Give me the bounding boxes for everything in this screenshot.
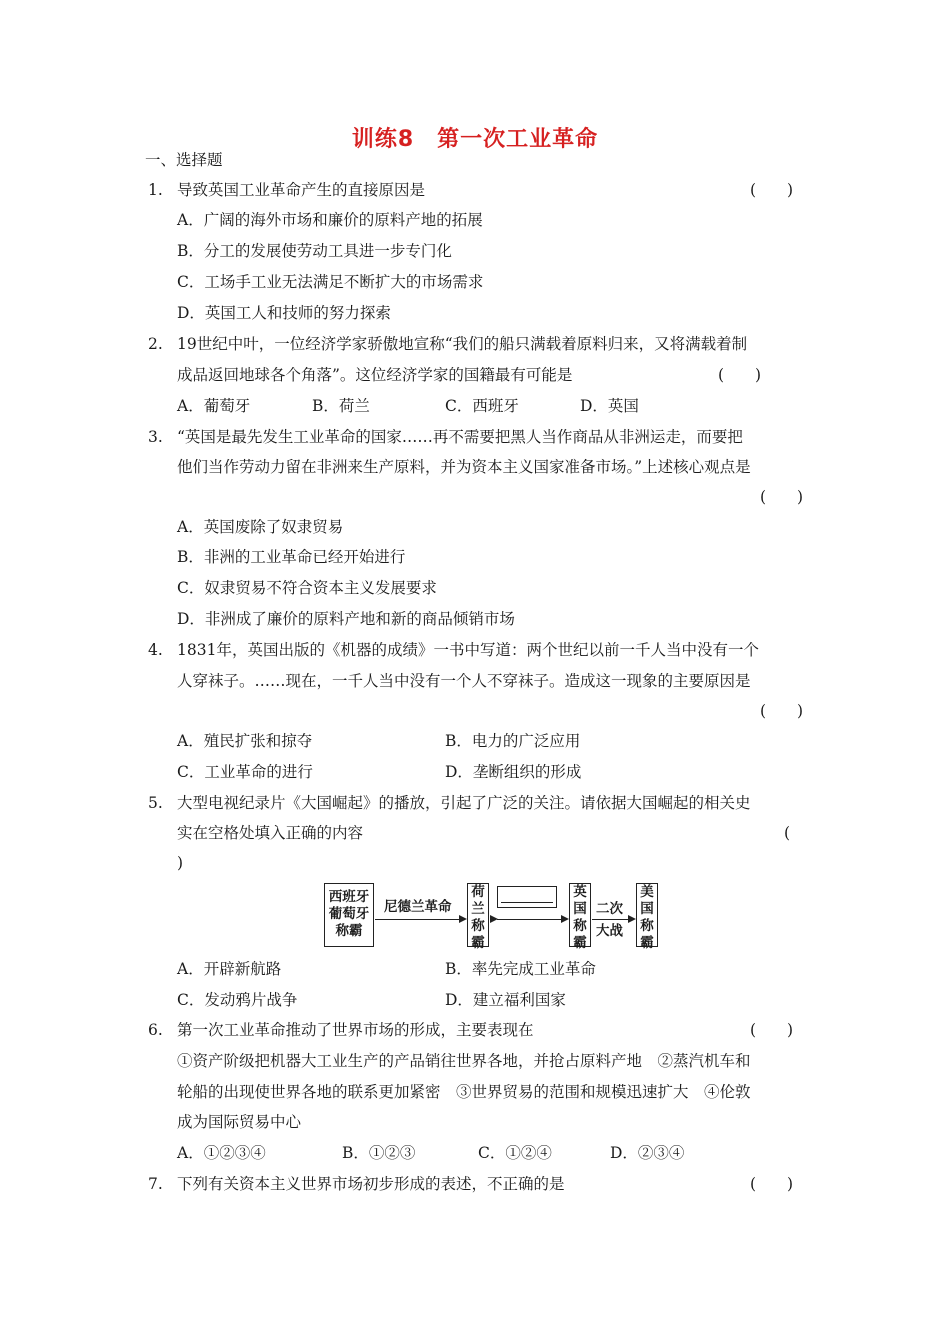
arrow-right bbox=[497, 919, 567, 920]
statement-line2: 轮船的出现使世界各地的联系更加紧密 ③世界贸易的范围和规模迅速扩大 ④伦敦 bbox=[177, 1083, 751, 1101]
option-b[interactable]: B．率先完成工业革命 bbox=[445, 960, 596, 978]
section-heading: 一、选择题 bbox=[145, 151, 223, 169]
question-number: 3. bbox=[148, 428, 163, 446]
box-text: 国 bbox=[573, 901, 587, 917]
blank-answer-box[interactable] bbox=[497, 886, 557, 908]
option-c[interactable]: C．发动鸦片战争 bbox=[177, 991, 298, 1009]
option-d[interactable]: D．②③④ bbox=[610, 1144, 685, 1162]
answer-bracket[interactable]: ( ) bbox=[750, 1175, 794, 1193]
box-text: 国 bbox=[640, 901, 654, 917]
box-text: 兰 bbox=[471, 901, 485, 917]
box-text: 称 bbox=[640, 918, 654, 934]
page-title: 训练8 第一次工业革命 bbox=[351, 127, 599, 152]
answer-bracket[interactable]: ( ) bbox=[750, 1021, 794, 1039]
box-text: 荷 bbox=[471, 884, 485, 900]
arrow-right bbox=[592, 919, 634, 920]
option-c[interactable]: C．奴隶贸易不符合资本主义发展要求 bbox=[177, 579, 437, 597]
box-spain-portugal bbox=[324, 883, 374, 947]
box-text: 英 bbox=[573, 884, 587, 900]
option-c[interactable]: C．工业革命的进行 bbox=[177, 763, 313, 781]
box-text: 霸 bbox=[471, 935, 485, 951]
question-number: 6. bbox=[148, 1021, 163, 1039]
question-stem-line1: 19世纪中叶，一位经济学家骄傲地宣称“我们的船只满载着原料归来，又将满载着制 bbox=[177, 335, 748, 353]
box-text: 霸 bbox=[640, 935, 654, 951]
option-a[interactable]: A．英国废除了奴隶贸易 bbox=[177, 518, 344, 536]
box-text: 美 bbox=[640, 884, 654, 900]
question-stem-line1: 大型电视纪录片《大国崛起》的播放，引起了广泛的关注。请依据大国崛起的相关史 bbox=[177, 794, 751, 812]
option-c[interactable]: C．西班牙 bbox=[445, 397, 519, 415]
question-stem-line1: “英国是最先发生工业革命的国家……再不需要把黑人当作商品从非洲运走，而要把 bbox=[177, 428, 743, 446]
question-number: 1. bbox=[148, 181, 163, 199]
box-text: 西班牙 bbox=[328, 889, 370, 905]
answer-bracket[interactable]: ( ) bbox=[760, 702, 804, 720]
arrow-label-dutch-revolution: 尼德兰革命 bbox=[384, 899, 452, 915]
arrow-right bbox=[490, 919, 496, 920]
question-stem-line2: 实在空格处填入正确的内容 bbox=[177, 824, 364, 842]
box-usa bbox=[636, 883, 658, 951]
option-a[interactable]: A．葡萄牙 bbox=[177, 397, 251, 415]
question-stem: 第一次工业革命推动了世界市场的形成，主要表现在 bbox=[177, 1021, 534, 1039]
option-a[interactable]: A．①②③④ bbox=[177, 1144, 266, 1162]
option-a[interactable]: A．开辟新航路 bbox=[177, 960, 282, 978]
question-number: 2. bbox=[148, 335, 163, 353]
option-b[interactable]: B．①②③ bbox=[342, 1144, 416, 1162]
answer-bracket-open[interactable]: ( bbox=[784, 824, 791, 842]
question-number: 4. bbox=[148, 641, 163, 659]
box-text: 霸 bbox=[573, 935, 587, 951]
option-b[interactable]: B．荷兰 bbox=[312, 397, 370, 415]
answer-bracket-close[interactable]: ) bbox=[177, 854, 184, 872]
box-text: 称 bbox=[573, 918, 587, 934]
option-d[interactable]: D．英国 bbox=[580, 397, 639, 415]
box-text: 称 bbox=[471, 918, 485, 934]
option-c[interactable]: C．①②④ bbox=[478, 1144, 552, 1162]
answer-bracket[interactable]: ( ) bbox=[718, 366, 762, 384]
answer-bracket[interactable]: ( ) bbox=[750, 181, 794, 199]
arrow-right bbox=[375, 919, 465, 920]
question-stem-line1: 1831年，英国出版的《机器的成绩》一书中写道：两个世纪以前一千人当中没有一个 bbox=[177, 641, 759, 659]
option-c[interactable]: C．工场手工业无法满足不断扩大的市场需求 bbox=[177, 273, 484, 291]
option-b[interactable]: B．分工的发展使劳动工具进一步专门化 bbox=[177, 242, 452, 260]
arrow-label-ww2: 二次 bbox=[596, 901, 623, 917]
statement-line3: 成为国际贸易中心 bbox=[177, 1113, 302, 1131]
statement-line1: ①资产阶级把机器大工业生产的产品销往世界各地，并抢占原料产地 ②蒸汽机车和 bbox=[177, 1052, 751, 1070]
question-stem-line2: 他们当作劳动力留在非洲来生产原料，并为资本主义国家准备市场。”上述核心观点是 bbox=[177, 458, 751, 476]
option-b[interactable]: B．电力的广泛应用 bbox=[445, 732, 581, 750]
question-stem: 下列有关资本主义世界市场初步形成的表述，不正确的是 bbox=[177, 1175, 565, 1193]
answer-bracket[interactable]: ( ) bbox=[760, 488, 804, 506]
question-stem-line2: 人穿袜子。……现在，一千人当中没有一个人不穿袜子。造成这一现象的主要原因是 bbox=[177, 672, 751, 690]
option-d[interactable]: D．建立福利国家 bbox=[445, 991, 566, 1009]
question-stem-line2: 成品返回地球各个角落”。这位经济学家的国籍最有可能是 bbox=[177, 366, 573, 384]
option-d[interactable]: D．垄断组织的形成 bbox=[445, 763, 582, 781]
option-a[interactable]: A．殖民扩张和掠夺 bbox=[177, 732, 313, 750]
question-stem: 导致英国工业革命产生的直接原因是 bbox=[177, 181, 426, 199]
box-text: 称霸 bbox=[335, 923, 363, 939]
option-d[interactable]: D．非洲成了廉价的原料产地和新的商品倾销市场 bbox=[177, 610, 515, 628]
history-flow-diagram bbox=[324, 883, 664, 951]
question-number: 7. bbox=[148, 1175, 163, 1193]
question-number: 5. bbox=[148, 794, 163, 812]
box-britain bbox=[569, 883, 591, 951]
box-netherlands bbox=[467, 883, 489, 951]
arrow-label-ww2: 大战 bbox=[596, 923, 623, 939]
option-d[interactable]: D．英国工人和技师的努力探索 bbox=[177, 304, 391, 322]
box-text: 葡萄牙 bbox=[328, 906, 370, 922]
option-b[interactable]: B．非洲的工业革命已经开始进行 bbox=[177, 548, 406, 566]
option-a[interactable]: A．广阔的海外市场和廉价的原料产地的拓展 bbox=[177, 211, 483, 229]
